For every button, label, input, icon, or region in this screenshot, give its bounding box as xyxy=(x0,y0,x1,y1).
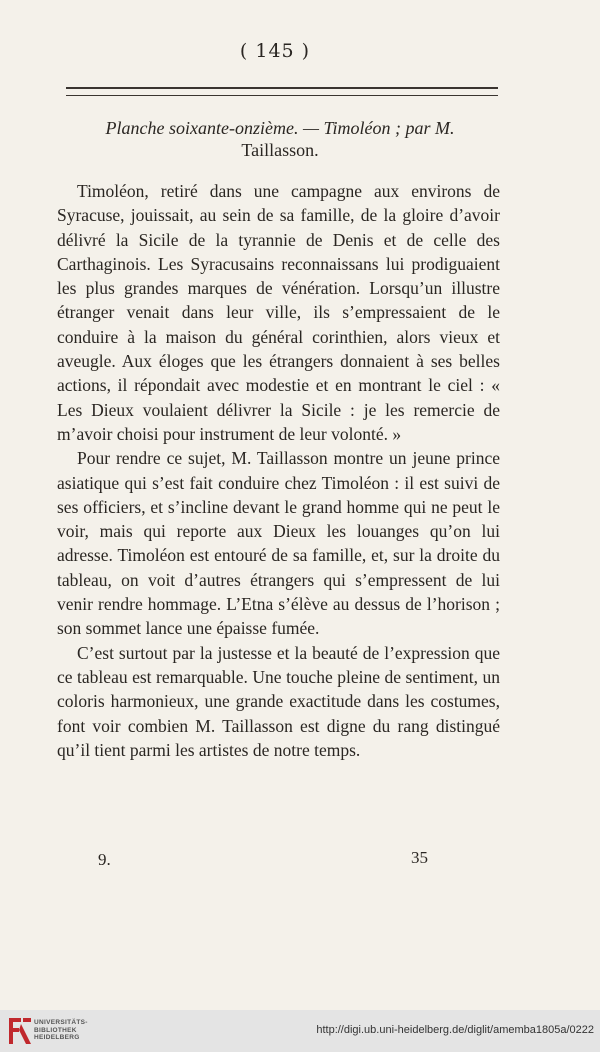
paragraph-1: Timoléon, retiré dans une campagne aux environs de Syracuse, jouissait, au sein de sa famille, de la gloire d’avoir délivré la Sicile de la tyrannie de Denis et de celle des Carthaginois. Les Syracusains reconnaissans lui prodiguaient les plus grandes marques de vénération. Lorsqu’un illustre étranger venait dans leur ville, ils s’empressaient de le conduire à la maison du général corinthien, alors vieux et aveugle. Aux éloges que les étrangers donnaient à ses belles actions, il répondait avec modestie et en montrant le ciel : « Les Dieux voulaient délivrer la Sicile : je les remercie de m’avoir choisi pour instrument de leur volonté. » xyxy=(57,181,500,444)
plate-heading xyxy=(60,117,500,161)
viewer-footer-bar xyxy=(0,1010,600,1052)
plate-title: Planche soixante-onzième. — Timoléon ; par M. xyxy=(105,118,455,138)
catchword-number: 35 xyxy=(411,848,428,867)
signature-mark: 9. xyxy=(98,850,111,869)
header-rule-thick xyxy=(66,87,498,89)
permalink-url[interactable]: http://digi.ub.uni-heidelberg.de/diglit/amemba1805a/0222 xyxy=(316,1024,594,1036)
paragraph-2: Pour rendre ce sujet, M. Taillasson montre un jeune prince asiatique qui s’est fait conduire chez Timoléon : il est suivi de ses officiers, et s’incline devant le grand homme qui ne peut le voir, mais qui reporte aux Dieux les louanges qu’on lui adresse. Timoléon est entouré de sa famille, et, sur la droite du tableau, on voit d’autres étrangers qui s’empressent de lui venir rendre hommage. L’Etna s’élève au dessus de l’horison ; son sommet lance une épaisse fumée. xyxy=(57,448,500,639)
page-number: ( 145 ) xyxy=(239,40,311,62)
paragraph-3: C’est surtout par la justesse et la beauté de l’expression que ce tableau est remarquable. Une touche pleine de sentiment, un coloris harmonieux, une grande exactitude dans les costumes, font voir combien M. Taillasson est digne du rang distingué qu’il tient parmi les artistes de notre temps. xyxy=(57,642,500,760)
library-logo-icon xyxy=(7,1016,33,1046)
header-rule-thin xyxy=(66,95,498,96)
body-text xyxy=(57,179,500,762)
plate-artist: Taillasson. xyxy=(241,140,319,160)
library-name: UNIVERSITÄTS- BIBLIOTHEK HEIDELBERG xyxy=(34,1019,88,1041)
